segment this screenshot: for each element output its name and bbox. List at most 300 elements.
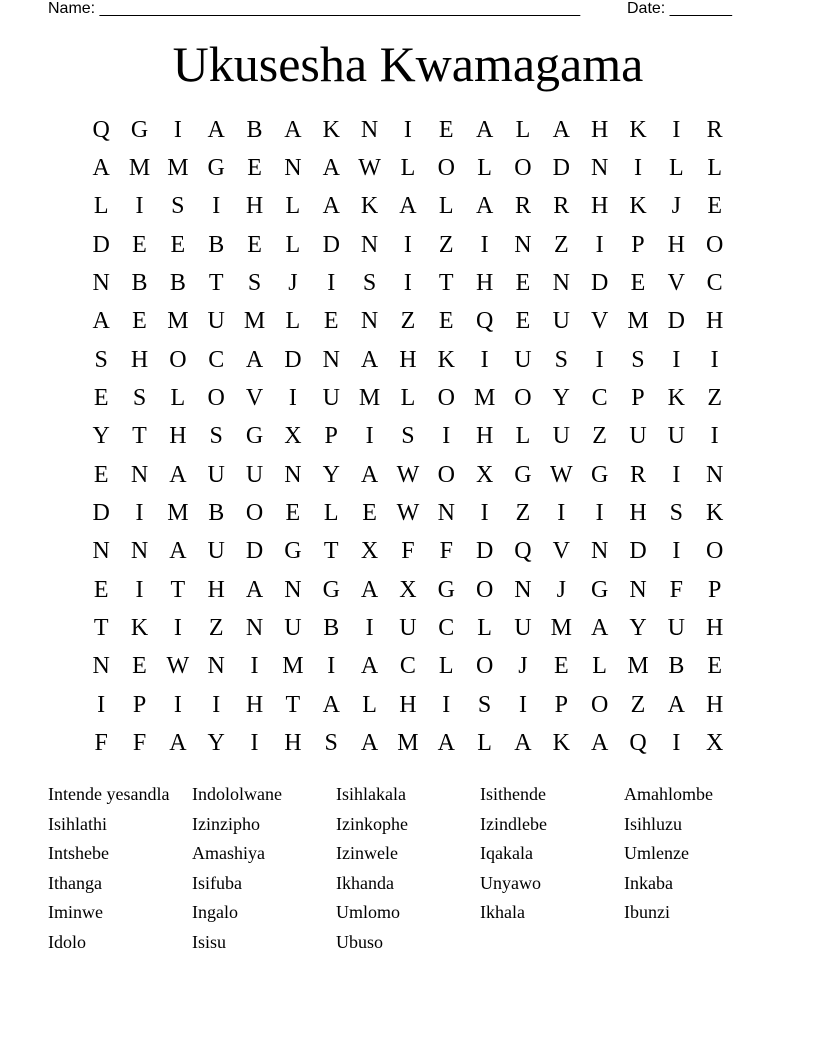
grid-letter: L [438, 193, 454, 220]
grid-letter: K [667, 385, 685, 412]
grid-letter: N [130, 461, 149, 488]
grid-letter: A [360, 730, 379, 757]
grid-letter: P [554, 691, 568, 718]
grid-letter: N [245, 615, 264, 642]
grid-letter: E [93, 385, 109, 412]
grid-letter: A [475, 193, 494, 220]
grid-letter: H [706, 615, 724, 642]
grid-letter: L [477, 615, 492, 642]
grid-letter: N [706, 461, 724, 488]
grid-letter: L [477, 730, 492, 757]
grid-letter: A [360, 346, 379, 373]
grid-letter: S [94, 346, 108, 373]
grid-letter: N [590, 538, 609, 565]
grid-letter: W [549, 461, 573, 488]
grid-letter: S [132, 385, 147, 412]
grid-letter: E [515, 270, 531, 297]
grid-letter: M [167, 500, 189, 527]
grid-letter: Y [92, 423, 110, 450]
grid-letter: I [480, 500, 489, 527]
grid-letter: B [169, 270, 186, 297]
grid-letter: W [358, 155, 381, 182]
grid-letter: H [169, 423, 187, 450]
grid-letter: N [92, 270, 110, 297]
grid-letter: U [667, 423, 685, 450]
grid-letter: L [285, 308, 301, 335]
grid-letter: D [590, 270, 609, 297]
grid-letter: N [360, 231, 379, 258]
word-bank-item: Isifuba [192, 872, 242, 893]
grid-letter: Y [552, 385, 570, 412]
grid-letter: I [327, 270, 336, 297]
grid-letter: N [207, 653, 225, 680]
grid-letter: I [672, 461, 681, 488]
grid-letter: I [672, 116, 681, 143]
grid-letter: E [247, 231, 262, 258]
grid-letter: J [556, 576, 566, 603]
grid-letter: M [128, 155, 151, 182]
grid-letter: E [170, 231, 186, 258]
grid-letter: H [399, 346, 417, 373]
grid-letter: X [399, 576, 417, 603]
grid-letter: Q [629, 730, 647, 757]
grid-letter: Y [207, 730, 225, 757]
grid-letter: A [245, 346, 264, 373]
grid-letter: L [93, 193, 109, 220]
grid-letter: N [130, 538, 149, 565]
grid-letter: Z [707, 385, 722, 412]
grid-letter: K [629, 193, 647, 220]
grid-letter: I [595, 500, 604, 527]
grid-letter: E [247, 155, 262, 182]
grid-letter: I [288, 385, 297, 412]
grid-letter: G [322, 576, 340, 603]
grid-letter: M [627, 308, 649, 335]
grid-letter: N [360, 116, 379, 143]
word-bank-item: Isisu [192, 931, 227, 952]
grid-letter: H [245, 691, 264, 718]
grid-letter: L [668, 155, 684, 182]
grid-letter: I [365, 615, 374, 642]
grid-letter: W [166, 653, 190, 680]
grid-letter: I [480, 346, 489, 373]
grid-letter: H [629, 500, 647, 527]
grid-letter: L [400, 385, 416, 412]
grid-letter: D [667, 308, 685, 335]
grid-letter: E [132, 231, 147, 258]
grid-letter: I [403, 116, 412, 143]
grid-letter: M [167, 155, 189, 182]
grid-letter: F [669, 576, 683, 603]
grid-letter: M [550, 615, 572, 642]
grid-letter: X [475, 461, 494, 488]
grid-letter: H [475, 423, 494, 450]
grid-letter: U [667, 615, 685, 642]
grid-letter: I [633, 155, 642, 182]
grid-letter: U [514, 346, 532, 373]
grid-letter: I [403, 231, 412, 258]
grid-letter: U [552, 308, 570, 335]
grid-letter: I [672, 346, 681, 373]
grid-letter: O [207, 385, 225, 412]
word-bank-item: Indololwane [192, 784, 282, 804]
grid-letter: D [92, 500, 110, 527]
grid-letter: I [365, 423, 374, 450]
grid-letter: L [285, 193, 301, 220]
word-bank-item: Intende yesandla [48, 784, 170, 804]
grid-letter: I [135, 576, 144, 603]
grid-letter: U [322, 385, 340, 412]
grid-letter: K [552, 730, 570, 757]
grid-letter: T [93, 615, 109, 642]
grid-letter: T [323, 538, 339, 565]
grid-letter: F [94, 730, 108, 757]
grid-letter: R [514, 193, 531, 220]
grid-letter: L [170, 385, 186, 412]
grid-letter: A [322, 691, 340, 718]
grid-letter: H [706, 691, 724, 718]
word-bank-item: Iqakala [480, 843, 533, 864]
grid-letter: T [132, 423, 147, 450]
grid-letter: L [515, 423, 531, 450]
grid-letter: I [250, 653, 259, 680]
word-bank-item: Ikhanda [336, 872, 394, 893]
grid-letter: S [209, 423, 223, 450]
grid-letter: N [92, 538, 110, 565]
grid-letter: B [323, 615, 340, 642]
grid-letter: K [437, 346, 455, 373]
grid-letter: I [710, 346, 719, 373]
grid-letter: O [437, 385, 455, 412]
grid-letter: A [169, 538, 187, 565]
grid-letter: Z [438, 231, 454, 258]
grid-letter: U [552, 423, 570, 450]
grid-letter: U [284, 615, 302, 642]
grid-letter: O [437, 155, 455, 182]
word-bank-item: Isithende [480, 784, 546, 804]
grid-letter: M [243, 308, 266, 335]
grid-letter: I [557, 500, 566, 527]
grid-letter: E [93, 576, 109, 603]
grid-letter: E [515, 308, 531, 335]
grid-letter: B [246, 116, 263, 143]
grid-letter: L [400, 155, 416, 182]
grid-letter: Q [475, 308, 494, 335]
word-bank-item: Isihlakala [336, 784, 406, 804]
grid-letter: B [208, 500, 225, 527]
word-bank-item: Ikhala [480, 902, 525, 923]
word-bank-item: Izinzipho [192, 813, 260, 834]
grid-letter: M [167, 308, 189, 335]
grid-letter: E [630, 270, 646, 297]
grid-letter: M [397, 730, 419, 757]
grid-letter: C [706, 270, 723, 297]
word-bank-item: Inkaba [624, 872, 673, 893]
grid-letter: N [284, 576, 302, 603]
grid-letter: J [671, 193, 681, 220]
grid-letter: K [322, 116, 340, 143]
grid-letter: Q [92, 116, 110, 143]
grid-letter: E [285, 500, 301, 527]
grid-letter: A [360, 461, 379, 488]
grid-letter: I [327, 653, 336, 680]
grid-letter: S [324, 730, 338, 757]
grid-letter: I [518, 691, 527, 718]
grid-letter: I [173, 615, 182, 642]
grid-letter: P [132, 691, 147, 718]
grid-letter: N [322, 346, 340, 373]
grid-letter: R [629, 461, 646, 488]
word-bank-item: Izinkophe [336, 813, 408, 834]
grid-letter: K [706, 500, 724, 527]
grid-letter: W [396, 500, 420, 527]
grid-letter: I [595, 346, 604, 373]
grid-letter: S [362, 270, 377, 297]
grid-letter: Z [208, 615, 224, 642]
grid-letter: G [514, 461, 532, 488]
grid-letter: I [212, 691, 221, 718]
grid-letter: L [438, 653, 454, 680]
grid-letter: H [207, 576, 225, 603]
grid-letter: O [169, 346, 187, 373]
word-bank-item: Isihlathi [48, 813, 107, 834]
grid-letter: G [590, 461, 609, 488]
grid-letter: O [475, 576, 494, 603]
grid-letter: A [322, 193, 340, 220]
grid-letter: V [245, 385, 264, 412]
grid-letter: I [135, 193, 144, 220]
grid-letter: A [667, 691, 685, 718]
grid-letter: L [477, 155, 492, 182]
grid-letter: A [92, 308, 110, 335]
grid-letter: M [627, 653, 649, 680]
grid-letter: A [207, 116, 225, 143]
grid-letter: I [595, 231, 604, 258]
grid-letter: I [173, 691, 182, 718]
grid-letter: L [323, 500, 339, 527]
grid-letter: I [403, 270, 412, 297]
grid-letter: N [514, 231, 532, 258]
grid-letter: E [553, 653, 569, 680]
grid-letter: V [667, 270, 685, 297]
grid-letter: A [245, 576, 264, 603]
grid-letter: I [442, 691, 451, 718]
grid-letter: U [245, 461, 264, 488]
word-bank-item: Ingalo [192, 902, 238, 923]
grid-letter: M [282, 653, 304, 680]
word-bank-item: Ibunzi [624, 902, 670, 923]
grid-letter: E [93, 461, 109, 488]
grid-letter: J [288, 270, 298, 297]
word-bank-item: Intshebe [48, 843, 109, 864]
grid-letter: D [552, 155, 570, 182]
grid-letter: N [360, 308, 379, 335]
grid-letter: H [399, 691, 417, 718]
grid-letter: W [396, 461, 420, 488]
grid-letter: E [132, 308, 147, 335]
grid-letter: S [554, 346, 568, 373]
grid-letter: I [135, 500, 144, 527]
grid-letter: S [669, 500, 683, 527]
grid-letter: E [362, 500, 377, 527]
grid-letter: E [323, 308, 339, 335]
grid-letter: Y [629, 615, 647, 642]
grid-letter: Z [630, 691, 646, 718]
grid-letter: L [285, 231, 301, 258]
grid-letter: T [438, 270, 454, 297]
grid-letter: A [169, 461, 187, 488]
word-bank-item: Isihluzu [624, 813, 682, 834]
grid-letter: I [212, 193, 221, 220]
grid-letter: N [514, 576, 532, 603]
grid-letter: I [173, 116, 182, 143]
grid-letter: U [207, 538, 225, 565]
grid-letter: C [208, 346, 225, 373]
grid-letter: O [475, 653, 494, 680]
grid-letter: O [245, 500, 264, 527]
grid-letter: H [130, 346, 149, 373]
grid-letter: A [590, 730, 609, 757]
grid-letter: L [707, 155, 722, 182]
grid-letter: S [631, 346, 645, 373]
grid-letter: Z [553, 231, 569, 258]
grid-letter: C [438, 615, 455, 642]
grid-letter: U [207, 461, 225, 488]
grid-letter: Z [592, 423, 607, 450]
grid-letter: S [477, 691, 492, 718]
grid-letter: B [668, 653, 685, 680]
grid-letter: Y [322, 461, 340, 488]
grid-letter: F [132, 730, 147, 757]
word-bank-item: Unyawo [480, 872, 541, 893]
word-bank-item: Izindlebe [480, 813, 547, 834]
grid-letter: O [706, 231, 724, 258]
grid-letter: B [131, 270, 148, 297]
grid-letter: N [590, 155, 609, 182]
grid-letter: H [667, 231, 685, 258]
grid-letter: H [284, 730, 302, 757]
grid-letter: A [552, 116, 570, 143]
grid-letter: L [362, 691, 377, 718]
grid-letter: N [629, 576, 647, 603]
grid-letter: D [245, 538, 264, 565]
grid-letter: I [710, 423, 719, 450]
grid-letter: G [207, 155, 225, 182]
grid-letter: O [514, 385, 532, 412]
grid-letter: V [552, 538, 570, 565]
grid-letter: J [518, 653, 528, 680]
grid-letter: X [284, 423, 302, 450]
grid-letter: A [399, 193, 417, 220]
grid-letter: N [552, 270, 570, 297]
word-bank-item: Iminwe [48, 902, 103, 923]
grid-letter: G [245, 423, 264, 450]
grid-letter: Q [514, 538, 532, 565]
word-bank-item: Izinwele [336, 843, 398, 864]
name-field[interactable]: Name: ______________________________________________________ [48, 0, 581, 17]
grid-letter: M [473, 385, 496, 412]
grid-letter: A [322, 155, 340, 182]
grid-letter: A [475, 116, 494, 143]
grid-letter: A [360, 653, 379, 680]
grid-letter: H [590, 116, 609, 143]
grid-letter: X [706, 730, 724, 757]
grid-letter: A [284, 116, 302, 143]
word-bank-item: Umlenze [624, 843, 689, 864]
grid-letter: R [706, 116, 723, 143]
grid-letter: F [439, 538, 453, 565]
grid-letter: D [629, 538, 647, 565]
grid-letter: P [707, 576, 722, 603]
word-bank-item: Idolo [48, 931, 86, 952]
word-bank [48, 780, 768, 958]
grid-letter: R [553, 193, 570, 220]
grid-letter: I [672, 538, 681, 565]
word-bank-item: Ithanga [48, 872, 102, 893]
grid-letter: H [590, 193, 609, 220]
grid-letter: U [399, 615, 417, 642]
grid-letter: H [245, 193, 264, 220]
grid-letter: I [250, 730, 259, 757]
grid-letter: L [515, 116, 531, 143]
grid-letter: P [631, 231, 645, 258]
grid-letter: A [92, 155, 110, 182]
grid-letter: D [475, 538, 494, 565]
grid-letter: L [592, 653, 607, 680]
grid-letter: O [590, 691, 609, 718]
grid-letter: A [360, 576, 379, 603]
grid-letter: H [706, 308, 724, 335]
grid-letter: D [284, 346, 302, 373]
grid-letter: O [706, 538, 724, 565]
grid-letter: G [284, 538, 302, 565]
grid-letter: G [437, 576, 455, 603]
grid-letter: P [324, 423, 338, 450]
grid-letter: Z [515, 500, 531, 527]
word-bank-item: Ubuso [336, 931, 384, 952]
grid-letter: T [208, 270, 224, 297]
word-bank-item: Amahlombe [624, 784, 713, 804]
grid-letter: S [401, 423, 415, 450]
grid-letter: O [437, 461, 455, 488]
grid-letter: K [360, 193, 379, 220]
grid-letter: C [399, 653, 416, 680]
word-bank-item: Amashiya [192, 843, 265, 864]
letter-grid [82, 111, 734, 763]
grid-letter: Z [400, 308, 416, 335]
grid-letter: E [132, 653, 147, 680]
grid-letter: I [480, 231, 489, 258]
grid-letter: A [169, 730, 187, 757]
word-bank-item: Umlomo [336, 902, 401, 923]
grid-letter: E [438, 116, 454, 143]
grid-letter: N [284, 155, 302, 182]
grid-letter: N [437, 500, 455, 527]
grid-letter: D [92, 231, 110, 258]
grid-letter: A [514, 730, 532, 757]
grid-letter: X [360, 538, 379, 565]
grid-letter: F [401, 538, 415, 565]
grid-letter: I [442, 423, 451, 450]
grid-letter: I [672, 730, 681, 757]
grid-letter: H [475, 270, 494, 297]
grid-letter: V [590, 308, 609, 335]
grid-letter: U [629, 423, 647, 450]
grid-letter: D [322, 231, 340, 258]
grid-letter: K [130, 615, 149, 642]
date-field[interactable]: Date: _______ [627, 0, 732, 17]
grid-letter: N [284, 461, 302, 488]
